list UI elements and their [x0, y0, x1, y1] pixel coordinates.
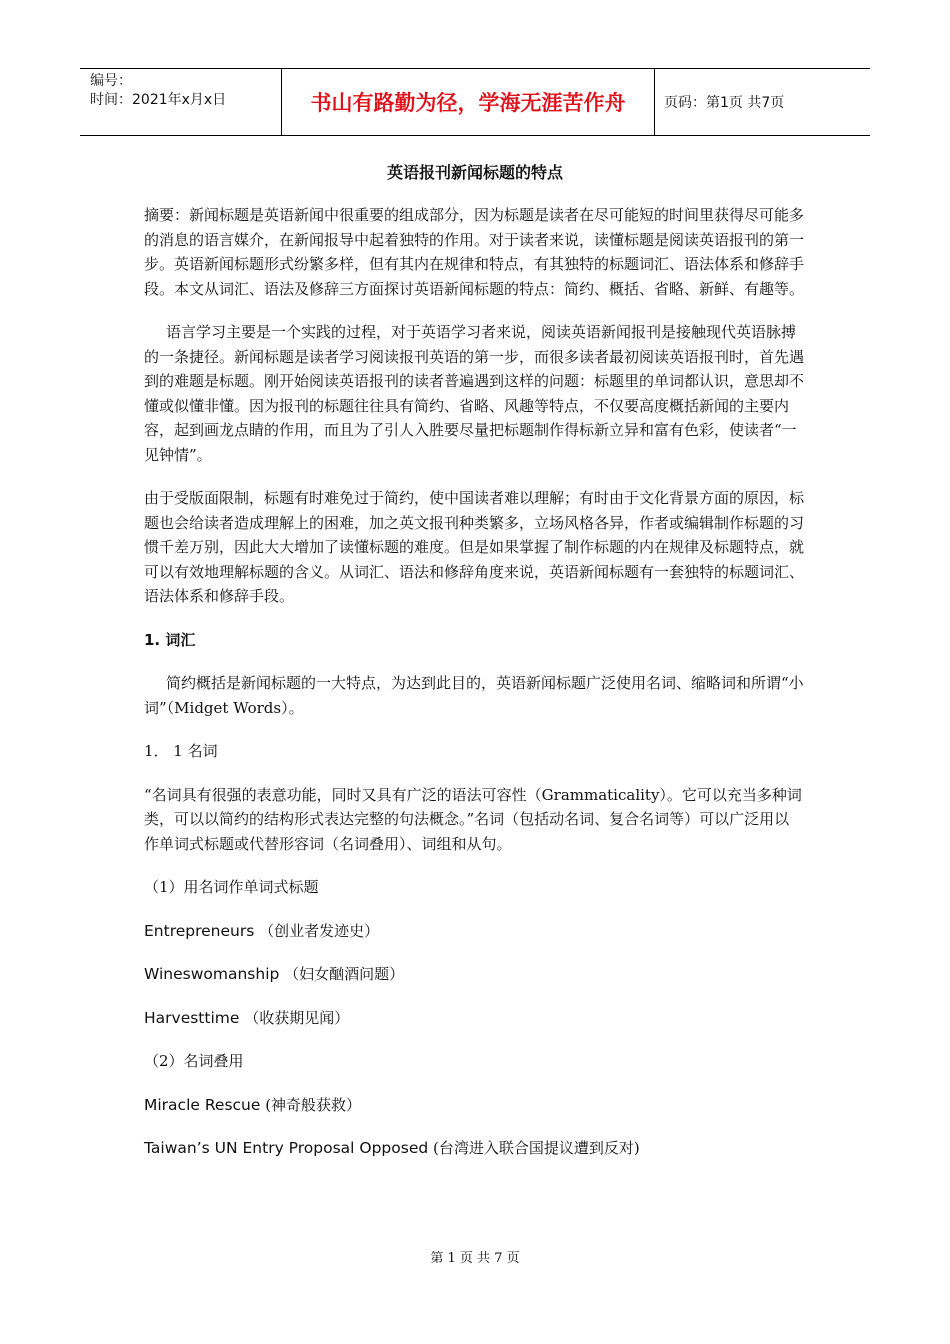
example-english: Taiwan’s UN Entry Proposal Opposed	[144, 1139, 429, 1157]
example-chinese: (神奇般获救）	[265, 1095, 362, 1114]
example-line	[144, 1006, 804, 1031]
example-chinese: (台湾进入联合国提议遭到反对)	[432, 1139, 640, 1157]
document-title: 英语报刊新闻标题的特点	[386, 163, 563, 182]
body-paragraph: 由于受版面限制，标题有时难免过于简约，使中国读者难以理解；有时由于文化背景方面的原因，标题也会给读者造成理解上的困难，加之英文报刊种类繁多，立场风格各异，作者或编辑制作标题的习惯千差万别，因此大大增加了读懂标题的难度。但是如果掌握了制作标题的内在规律及标题特点，就可以有效地理解标题的含义。从词汇、语法和修辞角度来说，英语新闻标题有一套独特的标题词汇、语法体系和修辞手段。	[144, 489, 805, 605]
number-label: 编号：	[90, 73, 132, 89]
example-line	[144, 1136, 804, 1161]
list-item-heading: （2）名词叠用	[144, 1052, 244, 1070]
body-paragraph: 语言学习主要是一个实践的过程，对于英语学习者来说，阅读英语新闻报刊是接触现代英语脉搏的一条捷径。新闻标题是读者学习阅读报刊英语的第一步，而很多读者最初阅读英语报刊时，首先遇到的难题是标题。刚开始阅读英语报刊的读者普遍遇到这样的问题：标题里的单词都认识，意思却不懂或似懂非懂。因为报刊的标题往往具有简约、省略、风趣等特点，不仅要高度概括新闻的主要内容，起到画龙点睛的作用，而且为了引人入胜要尽量把标题制作得标新立异和富有色彩，使读者“一见钟情”。	[144, 323, 805, 464]
example-line	[144, 962, 804, 987]
example-chinese: （收获期见闻）	[244, 1008, 350, 1027]
example-english: Wineswomanship	[144, 965, 280, 983]
body-paragraph: 简约概括是新闻标题的一大特点，为达到此目的，英语新闻标题广泛使用名词、缩略词和所谓“小词”（Midget Words）。	[144, 674, 804, 717]
section-heading: 1. 词汇	[144, 630, 196, 649]
body-paragraph: “名词具有很强的表意功能，同时又具有广泛的语法可容性（Grammaticality）。它可以充当多种词类，可以以简约的结构形式表达完整的句法概念。”名词（包括动名词、复合名词等）可以广泛用以作单词式标题或代替形容词（名词叠用）、词组和从句。	[144, 785, 802, 853]
document-body	[144, 203, 804, 1180]
page-header	[80, 68, 870, 136]
header-info-cell	[80, 69, 282, 135]
subsection-heading: 1． 1 名词	[144, 742, 218, 760]
header-motto: 书山有路勤为径，学海无涯苦作舟	[282, 69, 655, 135]
header-page-info: 页码：第1页 共7页	[664, 95, 785, 111]
example-english: Miracle Rescue	[144, 1095, 261, 1114]
example-english: Entrepreneurs	[144, 921, 255, 940]
page-footer: 第 1 页 共 7 页	[430, 1251, 520, 1266]
example-line	[144, 1093, 804, 1118]
example-chinese: （妇女酗酒问题）	[284, 965, 405, 983]
example-english: Harvesttime	[144, 1008, 240, 1027]
time-label: 时间：2021年x月x日	[90, 92, 227, 108]
list-item-heading: （1）用名词作单词式标题	[144, 878, 319, 896]
example-chinese: （创业者发迹史）	[259, 921, 380, 940]
example-line	[144, 919, 804, 944]
abstract-paragraph: 摘要：新闻标题是英语新闻中很重要的组成部分，因为标题是读者在尽可能短的时间里获得尽可能多的消息的语言媒介，在新闻报导中起着独特的作用。对于读者来说，读懂标题是阅读英语报刊的第一步。英语新闻标题形式纷繁多样，但有其内在规律和特点，有其独特的标题词汇、语法体系和修辞手段。本文从词汇、语法及修辞三方面探讨英语新闻标题的特点：简约、概括、省略、新鲜、有趣等。	[144, 206, 805, 298]
